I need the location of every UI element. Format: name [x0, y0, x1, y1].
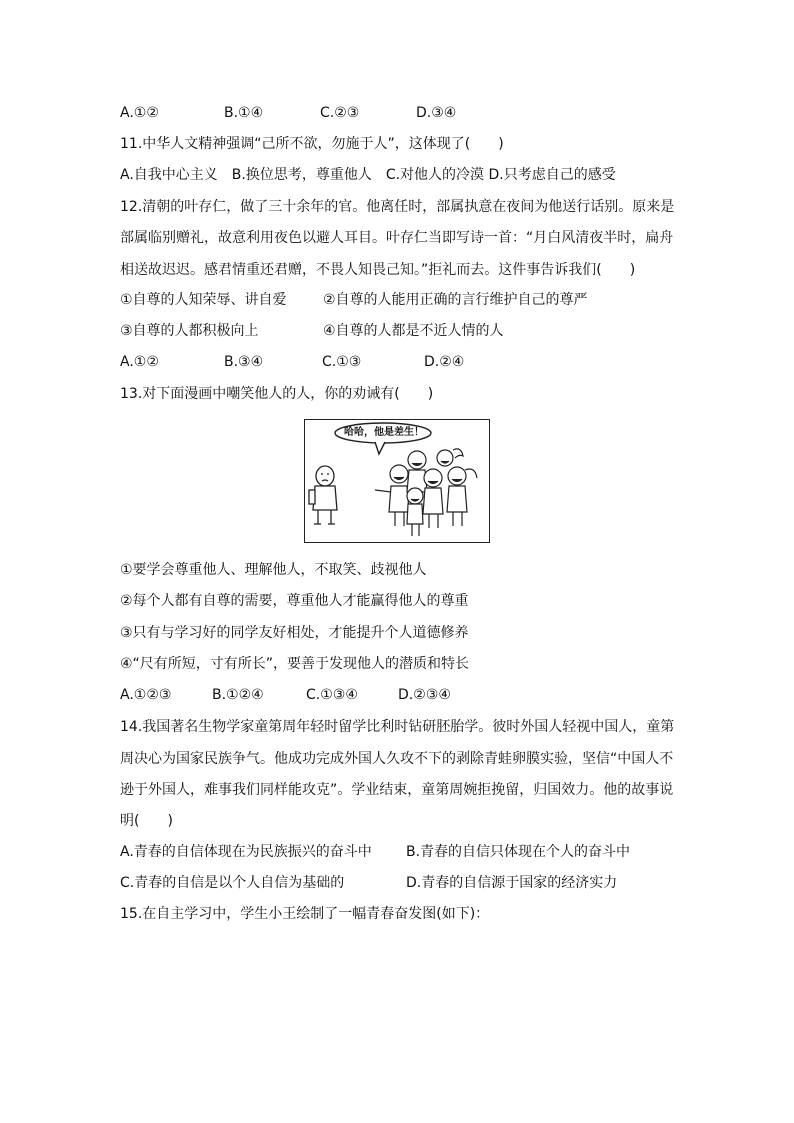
q13-statement-3: ③只有与学习好的同学友好相处，才能提升个人道德修养	[120, 625, 469, 641]
q13-option-b: B.①②④	[212, 687, 264, 703]
q14-stem-line-4: 明( )	[120, 813, 173, 829]
q14-option-d: D.青春的自信源于国家的经济实力	[406, 875, 618, 891]
q14-stem-line-3: 逊于外国人，难事我们同样能攻克”。学业结束，童第周婉拒挽留，归国效力。他的故事说	[120, 782, 674, 798]
q13-option-c: C.①③④	[306, 687, 358, 703]
q13-statement-2: ②每个人都有自尊的需要，尊重他人才能赢得他人的尊重	[120, 593, 469, 609]
q14-option-c: C.青春的自信是以个人自信为基础的	[120, 875, 345, 891]
q10-option-a: A.①②	[120, 105, 159, 121]
q12-option-d: D.②④	[424, 354, 465, 370]
q12-stem-line-3: 相送故迟迟。感君情重还君赠，不畏人知畏己知。”拒礼而去。这件事告诉我们( )	[120, 262, 636, 278]
q14-option-a: A.青春的自信体现在为民族振兴的奋斗中	[120, 844, 372, 860]
q14-stem-line-2: 周决心为国家民族争气。他成功完成外国人久攻不下的剥除青蛙卵膜实验，坚信“中国人不	[120, 751, 674, 767]
q13-option-a: A.①②③	[120, 687, 172, 703]
q12-statement-2: ②自尊的人能用正确的言行维护自己的尊严	[323, 292, 588, 308]
cartoon-speech-bubble: 哈哈，他是差生！	[344, 427, 424, 438]
q14-option-b: B.青春的自信只体现在个人的奋斗中	[406, 844, 631, 860]
q15-stem: 15.在自主学习中，学生小王绘制了一幅青春奋发图(如下)：	[120, 906, 490, 922]
q12-option-b: B.③④	[224, 354, 264, 370]
q10-option-d: D.③④	[416, 105, 457, 121]
q12-option-c: C.①③	[322, 354, 362, 370]
q13-option-d: D.②③④	[398, 687, 451, 703]
cartoon-image	[304, 419, 490, 543]
q12-stem-line-1: 12.清朝的叶存仁，做了三十余年的官。他离任时，部属执意在夜间为他送行话别。原来是	[120, 199, 675, 215]
q13-statement-4: ④“尺有所短，寸有所长”，要善于发现他人的潜质和特长	[120, 656, 470, 672]
q11-options: A.自我中心主义 B.换位思考，尊重他人 C.对他人的冷漠 D.只考虑自己的感受	[120, 167, 616, 183]
q10-option-c: C.②③	[320, 105, 360, 121]
q12-statement-3: ③自尊的人都积极向上	[120, 323, 259, 339]
q12-stem-line-2: 部属临别赠礼，故意利用夜色以避人耳目。叶存仁当即写诗一首：“月白风清夜半时，扁舟	[120, 230, 674, 246]
q14-stem-line-1: 14.我国著名生物学家童第周年轻时留学比利时钻研胚胎学。彼时外国人轻视中国人，童第	[120, 719, 675, 735]
q12-statement-4: ④自尊的人都是不近人情的人	[323, 323, 504, 339]
q13-stem: 13.对下面漫画中嘲笑他人的人，你的劝诫有( )	[120, 386, 434, 402]
q12-statement-1: ①自尊的人知荣辱、讲自爱	[120, 292, 287, 308]
q11-stem: 11.中华人文精神强调“己所不欲，勿施于人”，这体现了( )	[120, 136, 504, 152]
q13-statement-1: ①要学会尊重他人、理解他人，不取笑、歧视他人	[120, 562, 427, 578]
q10-option-b: B.①④	[224, 105, 264, 121]
q12-option-a: A.①②	[120, 354, 159, 370]
